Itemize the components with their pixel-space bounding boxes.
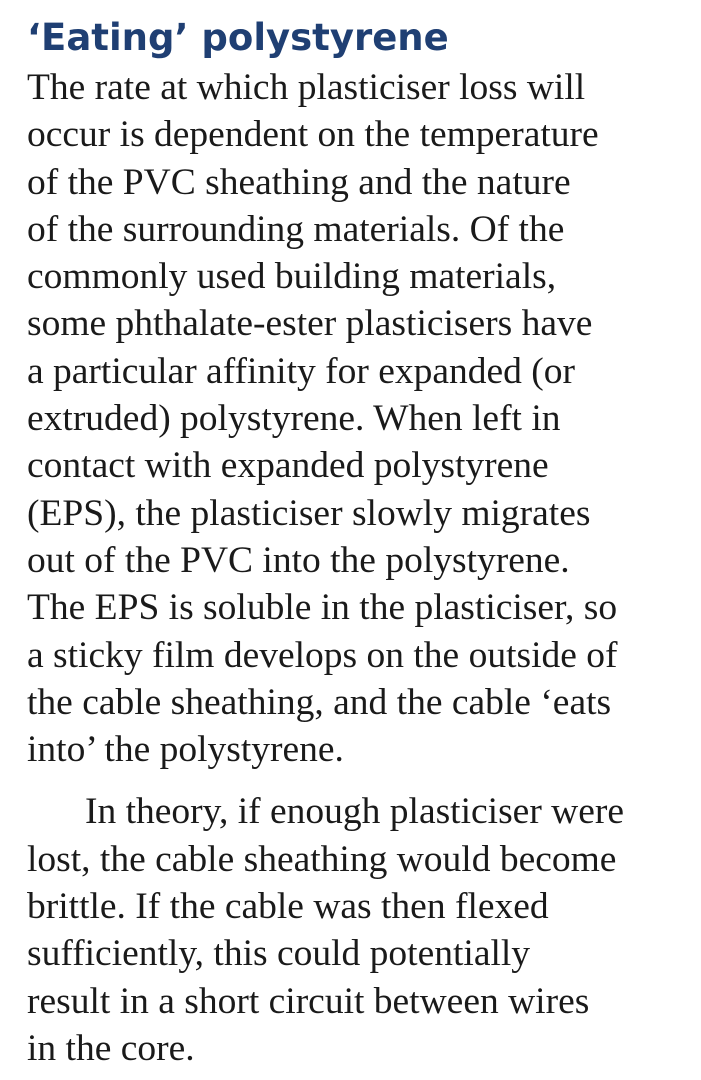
text-line: some phthalate-ester plasticisers have — [27, 303, 593, 345]
text-line: contact with expanded polystyrene — [27, 445, 549, 487]
article-heading: ‘Eating’ polystyrene — [27, 16, 449, 59]
text-line: sufficiently, this could potentially — [27, 933, 531, 975]
article — [27, 12, 697, 1072]
text-line: the cable sheathing, and the cable ‘eats — [27, 681, 612, 723]
text-line: in the core. — [27, 1027, 195, 1069]
text-line: In theory, if enough plasticiser were — [85, 791, 625, 833]
text-line: into’ the polystyrene. — [27, 729, 344, 771]
text-line: a particular affinity for expanded (or — [27, 350, 576, 392]
text-line: out of the PVC into the polystyrene. — [27, 539, 570, 581]
text-line: of the surrounding materials. Of the — [27, 208, 565, 250]
text-line: brittle. If the cable was then flexed — [27, 886, 549, 928]
paragraph-1 — [27, 64, 697, 773]
text-line: (EPS), the plasticiser slowly migrates — [27, 492, 591, 534]
text-line: of the PVC sheathing and the nature — [27, 161, 571, 203]
text-line: The EPS is soluble in the plasticiser, so — [27, 587, 618, 629]
text-line: result in a short circuit between wires — [27, 980, 590, 1022]
text-line: commonly used building materials, — [27, 256, 557, 298]
text-line: extruded) polystyrene. When left in — [27, 398, 561, 440]
text-line: The rate at which plasticiser loss will — [27, 67, 586, 108]
text-line: a sticky film develops on the outside of — [27, 634, 618, 676]
paragraph-2 — [27, 788, 697, 1072]
text-line: lost, the cable sheathing would become — [27, 838, 617, 880]
text-line: occur is dependent on the temperature — [27, 114, 599, 156]
